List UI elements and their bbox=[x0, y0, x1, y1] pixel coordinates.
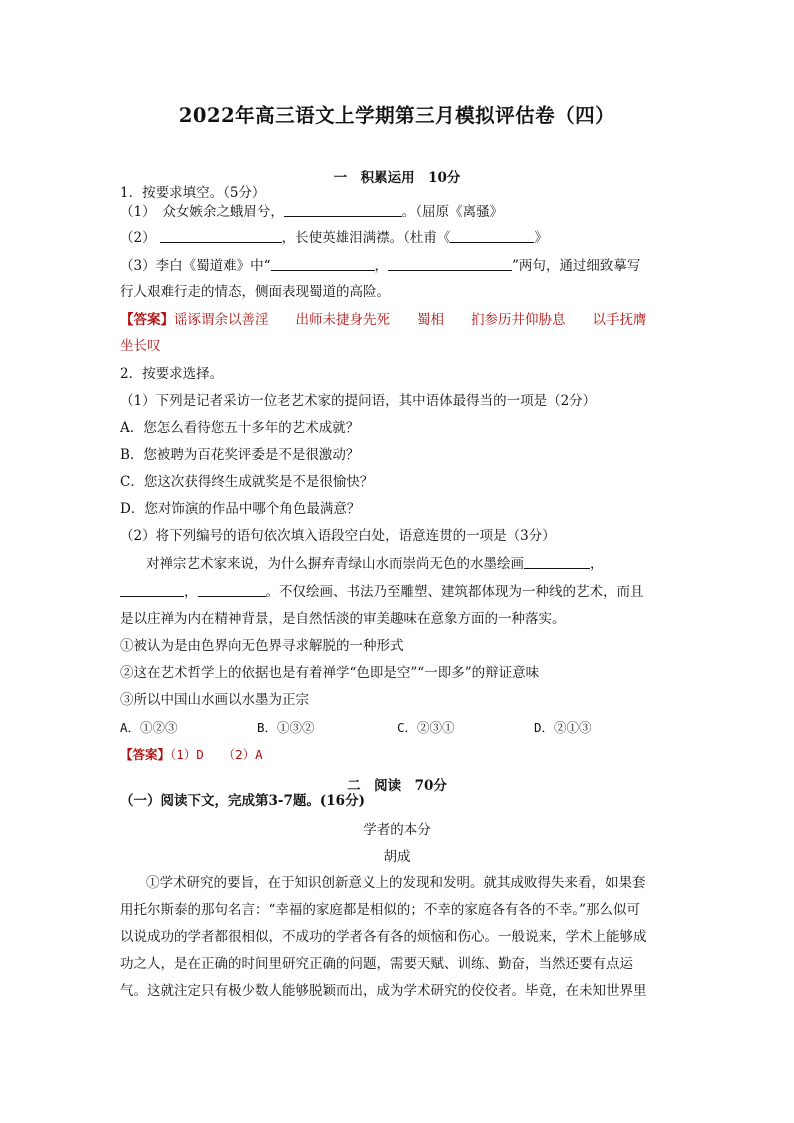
answer-blank bbox=[524, 554, 590, 569]
question-1-answer-continued: 坐长叹 bbox=[120, 338, 161, 354]
answer-tag: 【答案】 bbox=[120, 312, 174, 328]
q1-item3-prefix: （3）李白《蜀道难》中“ bbox=[120, 258, 271, 274]
question-1-item-2 bbox=[120, 228, 680, 248]
article-paragraph-line: 以说成功的学者都很相似，不成功的学者各有各的烦恼和伤心。一般说来，学术上能够成 bbox=[120, 929, 647, 945]
choice-a: A．①②③ bbox=[120, 720, 178, 735]
option-b: B．您被聘为百花奖评委是不是很激动？ bbox=[120, 447, 360, 463]
option-c: C．您这次获得终生成就奖是不是很愉快？ bbox=[120, 474, 374, 490]
section-heading-accumulation: 一 积累运用 10分 bbox=[333, 170, 461, 186]
choice-d: D．②①③ bbox=[534, 720, 592, 735]
answer-text: （1）D （2）A bbox=[170, 747, 263, 762]
question-1-item-3 bbox=[120, 256, 680, 276]
passage-line-2 bbox=[120, 582, 680, 602]
passage-punct: ， bbox=[184, 584, 198, 600]
answer-blank bbox=[160, 228, 282, 243]
answer-blank bbox=[271, 256, 375, 271]
q1-item1-prefix: （1） 众女嫉余之蛾眉兮， bbox=[120, 204, 284, 220]
article-paragraph-line: 用托尔斯泰的那句名言：“幸福的家庭都是相似的；不幸的家庭各有各的不幸。”那么似可 bbox=[120, 902, 641, 918]
sentence-choice-1: ①被认为是由色界向无色界寻求解脱的一种形式 bbox=[120, 638, 404, 654]
reading-heading: （一）阅读下文，完成第3-7题。(16分) bbox=[120, 793, 365, 809]
passage-punct: ， bbox=[590, 556, 604, 572]
answer-tag: 【答案】 bbox=[120, 747, 171, 762]
q1-item2-suffix: 》 bbox=[534, 230, 548, 246]
question-2-heading: 2．按要求选择。 bbox=[120, 366, 224, 382]
q1-item2-prefix: （2） bbox=[120, 230, 156, 246]
question-2-answer bbox=[120, 745, 680, 765]
choice-b: B．①③② bbox=[257, 720, 315, 735]
question-2-sub-1: （1）下列是记者采访一位老艺术家的提问语，其中语体最得当的一项是（2分） bbox=[120, 393, 597, 409]
q1-item3-suffix: ”两句，通过细致摹写 bbox=[512, 258, 641, 274]
answer-blank bbox=[120, 582, 184, 597]
question-1-heading: 1．按要求填空。（5分） bbox=[120, 185, 266, 201]
article-author: 胡成 bbox=[383, 849, 411, 865]
question-1-item-3-continued: 行人艰难行走的情态，侧面表现蜀道的高险。 bbox=[120, 284, 390, 300]
passage-text: 对禅宗艺术家来说，为什么摒弃青绿山水而崇尚无色的水墨绘画 bbox=[146, 556, 524, 572]
passage-text: 。不仅绘画、书法乃至雕塑、建筑都体现为一种线的艺术，而且 bbox=[265, 584, 644, 600]
sentence-choice-3: ③所以中国山水画以水墨为正宗 bbox=[120, 692, 309, 708]
question-2-sub-2: （2）将下列编号的语句依次填入语段空白处，语意连贯的一项是（3分） bbox=[120, 528, 556, 544]
option-d: D．您对饰演的作品中哪个角色最满意？ bbox=[120, 501, 361, 517]
article-title: 学者的本分 bbox=[363, 822, 431, 838]
option-a: A．您怎么看待您五十多年的艺术成就？ bbox=[120, 420, 360, 436]
answer-blank bbox=[450, 228, 534, 243]
answer-text: 谣诼谓余以善淫 出师未捷身先死 蜀相 扪参历井仰胁息 以手抚膺 bbox=[174, 312, 647, 328]
answer-blank bbox=[284, 202, 402, 217]
choice-c: C．②③① bbox=[397, 720, 455, 735]
passage-line-1 bbox=[146, 554, 680, 574]
page-title: 2022年高三语文上学期第三月模拟评估卷（四） bbox=[178, 104, 616, 127]
article-paragraph-line: 功之人，是在正确的时间里研究正确的问题，需要天赋、训练、勤奋，当然还要有点运 bbox=[120, 956, 633, 972]
question-1-answer bbox=[120, 310, 680, 330]
answer-blank bbox=[388, 256, 512, 271]
passage-line-3: 是以庄禅为内在精神背景，是自然恬淡的审美趣味在意象方面的一种落实。 bbox=[120, 611, 566, 627]
sentence-choice-2: ②这在艺术哲学上的依据也是有着禅学“色即是空”“一即多”的辩证意味 bbox=[120, 665, 540, 681]
q1-item1-suffix: 。（屈原《离骚》 bbox=[401, 204, 504, 220]
answer-blank bbox=[198, 582, 266, 597]
question-1-item-1 bbox=[120, 202, 680, 222]
q1-item2-middle: ，长使英雄泪满襟。（杜甫《 bbox=[281, 230, 451, 246]
article-paragraph-line: ①学术研究的要旨，在于知识创新意义上的发现和发明。就其成败得失来看，如果套 bbox=[146, 875, 646, 891]
q1-item3-middle: ， bbox=[374, 258, 388, 274]
section-heading-reading: 二 阅读 70分 bbox=[347, 778, 447, 794]
article-paragraph-line: 气。这就注定只有极少数人能够脱颖而出，成为学术研究的佼佼者。毕竟，在未知世界里 bbox=[120, 983, 647, 999]
